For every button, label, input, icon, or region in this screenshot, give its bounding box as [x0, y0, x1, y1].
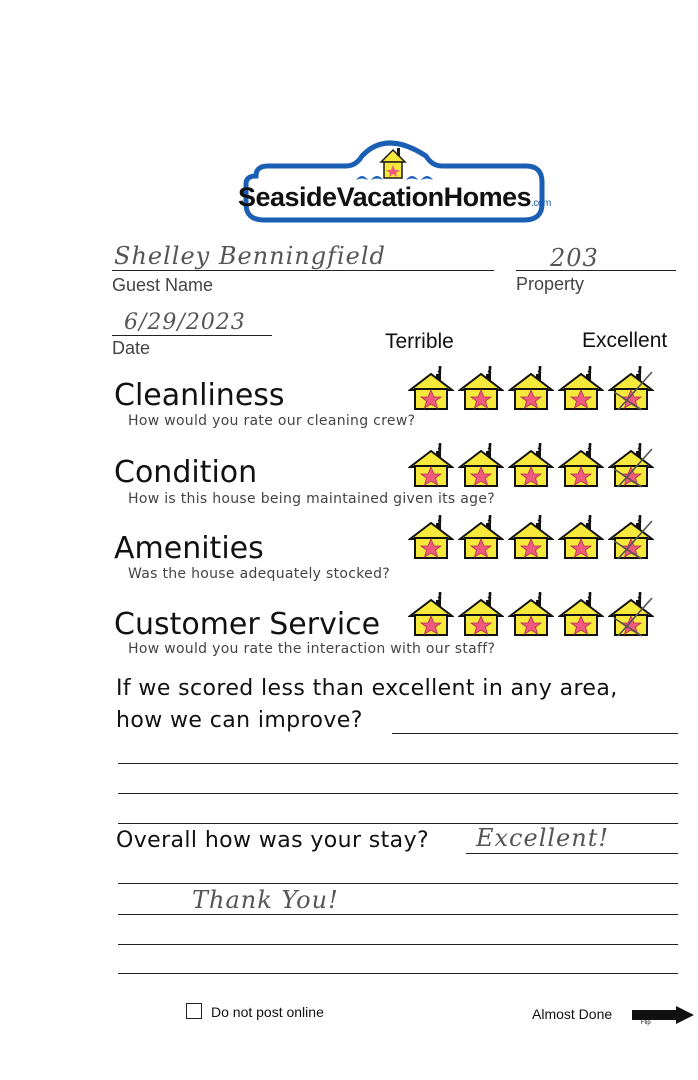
- rating-row[interactable]: [408, 366, 654, 412]
- house-star-icon[interactable]: [408, 515, 454, 561]
- house-star-icon[interactable]: [608, 443, 654, 489]
- comment-line[interactable]: [118, 973, 678, 974]
- date-value: 6/29/2023: [124, 310, 246, 335]
- improve-question-line2: how we can improve?: [116, 708, 363, 733]
- house-star-icon[interactable]: [608, 366, 654, 412]
- logo-brand-text: SeasideVacationHomes.com: [238, 182, 551, 212]
- improve-answer-line[interactable]: [118, 793, 678, 794]
- rating-row[interactable]: [408, 443, 654, 489]
- overall-question: Overall how was your stay?: [116, 828, 430, 853]
- overall-answer: Excellent!: [476, 824, 609, 852]
- property-line: [516, 270, 676, 271]
- house-star-icon[interactable]: [608, 592, 654, 638]
- category-title: Amenities: [114, 531, 264, 566]
- house-star-icon[interactable]: [558, 366, 604, 412]
- house-star-icon[interactable]: [458, 443, 504, 489]
- house-star-icon[interactable]: [408, 592, 454, 638]
- overall-answer-line[interactable]: [466, 853, 678, 854]
- house-star-icon[interactable]: [608, 515, 654, 561]
- improve-question-line1: If we scored less than excellent in any area,: [116, 676, 618, 701]
- guest-name-label: Guest Name: [112, 275, 214, 295]
- guest-name-value: Shelley Benningfield: [114, 242, 386, 270]
- company-logo: [226, 128, 562, 228]
- house-star-icon[interactable]: [458, 592, 504, 638]
- scale-low-label: Terrible: [385, 330, 454, 353]
- improve-answer-line[interactable]: [118, 763, 678, 764]
- house-star-icon[interactable]: [508, 592, 554, 638]
- house-star-icon[interactable]: [558, 443, 604, 489]
- property-value: 203: [550, 244, 599, 272]
- do-not-post-label: Do not post online: [211, 1004, 324, 1020]
- date-line: [112, 335, 272, 336]
- date-label: Date: [112, 338, 151, 358]
- guest-name-line: [112, 270, 494, 271]
- overall-comment: Thank You!: [192, 886, 339, 914]
- rating-row[interactable]: [408, 592, 654, 638]
- flip-label: Flip: [641, 1020, 651, 1026]
- category-question: How would you rate our cleaning crew?: [128, 413, 416, 429]
- category-question: Was the house adequately stocked?: [128, 566, 390, 582]
- house-star-icon[interactable]: [558, 515, 604, 561]
- category-title: Cleanliness: [114, 378, 285, 413]
- category-question: How is this house being maintained given its age?: [128, 491, 495, 507]
- house-star-icon[interactable]: [508, 366, 554, 412]
- house-star-icon[interactable]: [508, 443, 554, 489]
- house-star-icon[interactable]: [508, 515, 554, 561]
- house-star-icon[interactable]: [408, 443, 454, 489]
- scale-high-label: Excellent: [582, 329, 668, 352]
- house-star-icon[interactable]: [558, 592, 604, 638]
- house-star-icon[interactable]: [408, 366, 454, 412]
- rating-row[interactable]: [408, 515, 654, 561]
- property-label: Property: [516, 274, 585, 294]
- do-not-post-checkbox[interactable]: [186, 1003, 202, 1019]
- house-star-icon[interactable]: [458, 515, 504, 561]
- comment-line[interactable]: [118, 883, 678, 884]
- comment-line[interactable]: [118, 944, 678, 945]
- almost-done-label: Almost Done: [532, 1006, 613, 1022]
- house-star-icon[interactable]: [458, 366, 504, 412]
- category-title: Condition: [114, 455, 258, 490]
- comment-line[interactable]: [118, 914, 678, 915]
- category-title: Customer Service: [114, 607, 381, 642]
- category-question: How would you rate the interaction with our staff?: [128, 641, 496, 657]
- improve-answer-line[interactable]: [392, 733, 678, 734]
